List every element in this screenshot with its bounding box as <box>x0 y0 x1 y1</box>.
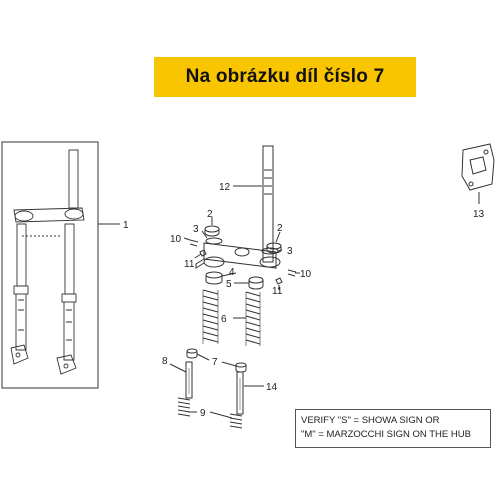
damper-rod-left <box>186 362 192 398</box>
cap-left <box>205 226 219 232</box>
callout-10-right: 10 <box>300 269 312 280</box>
title-text: Na obrázku díl číslo 7 <box>185 66 385 87</box>
callout-8: 8 <box>162 356 168 367</box>
callout-2-left: 2 <box>207 209 213 220</box>
verification-note <box>295 409 491 448</box>
callout-1: 1 <box>123 220 129 231</box>
callout-4: 4 <box>229 267 235 278</box>
assembled-fork <box>11 150 84 374</box>
callout-13: 13 <box>473 209 485 220</box>
callout-3-left: 3 <box>193 224 199 235</box>
callout-6: 6 <box>221 314 227 325</box>
callout-14: 14 <box>266 382 278 393</box>
assembly-frame <box>2 142 98 388</box>
bracket-part-13 <box>462 144 494 190</box>
spring-right <box>246 292 260 346</box>
callout-10-left: 10 <box>170 234 182 245</box>
callout-5: 5 <box>226 279 232 290</box>
damper-rod-right <box>237 372 243 414</box>
callout-3-right: 3 <box>287 246 293 257</box>
callout-11-right: 11 <box>272 286 283 297</box>
spring-left <box>203 290 218 344</box>
note-line-2: "M" = MARZOCCHI SIGN ON THE HUB <box>301 429 471 440</box>
callout-9: 9 <box>200 408 206 419</box>
callout-7: 7 <box>212 357 218 368</box>
callout-2-right: 2 <box>277 223 283 234</box>
callout-12: 12 <box>219 182 231 193</box>
note-line-1: VERIFY "S" = SHOWA SIGN OR <box>301 415 440 426</box>
callout-11-left: 11 <box>184 259 195 270</box>
